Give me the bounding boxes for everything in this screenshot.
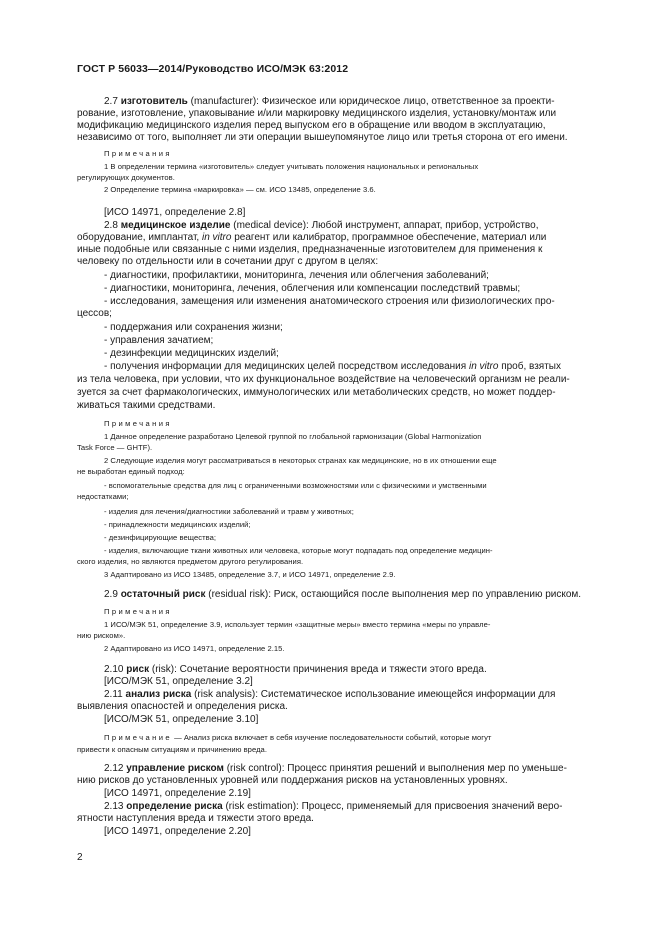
list-item: - диагностики, профилактики, мониторинга, лечения или облегчения заболеваний; <box>104 270 489 281</box>
notes-heading: Примечания <box>104 607 172 616</box>
s212-line-1 <box>104 763 567 775</box>
note-line: - вспомогательные средства для лиц с ограниченными возможностями или с физическими и умственными <box>104 481 487 490</box>
text-line: из тела человека, при условии, что их функциональное воздействие на человеческий организм не реали- <box>77 374 570 385</box>
note-line: 2 Следующие изделия могут рассматриваться в некоторых странах как медицинские, но в их отношении еще <box>104 456 497 465</box>
note-line: - дезинфицирующие вещества; <box>104 533 217 542</box>
notes-heading: Примечания <box>104 149 172 158</box>
term-number: 2.9 <box>104 589 118 600</box>
definition-text: (risk control): Процесс принятия решений и выполнения мер по уменьше- <box>226 763 567 774</box>
term: медицинское изделие <box>120 220 231 231</box>
s213-line-2: ятности наступления вреда и тяжести этого вреда. <box>77 813 314 824</box>
notes-heading: Примечания <box>104 419 172 428</box>
note-line: 2 Определение термина «маркировка» — см. ИСО 13485, определение 3.6. <box>104 185 376 194</box>
list-item-cont: цессов; <box>77 308 112 319</box>
s27-line-3: модификацию медицинского изделия перед выпуском его в обращение или вводом в эксплуатацию, <box>77 120 546 131</box>
s211-line-2: выявления опасностей и определения риска. <box>77 701 288 712</box>
s211-line-1 <box>104 689 555 701</box>
term-number: 2.7 <box>104 96 118 107</box>
note-line: ского изделия, но являются предметом другого регулирования. <box>77 557 304 566</box>
reference: [ИСО 14971, определение 2.20] <box>104 826 251 837</box>
s29-line-1 <box>104 589 581 601</box>
definition-text: (risk estimation): Процесс, применяемый для присвоения значений веро- <box>225 801 563 812</box>
note-line: 1 В определении термина «изготовитель» следует учитывать положения национальных и региональных <box>104 162 479 171</box>
note-heading: Примечание <box>104 733 172 742</box>
term-number: 2.11 <box>104 689 123 700</box>
note-line: 3 Адаптировано из ИСО 13485, определение 3.7, и ИСО 14971, определение 2.9. <box>104 570 396 579</box>
note-line: Task Force — GHTF). <box>77 443 153 452</box>
term-number: 2.8 <box>104 220 118 231</box>
s27-line-2: рование, изготовление, упаковывание и/или маркировку медицинского изделия, установку/монтаж или <box>77 108 557 119</box>
term: управление риском <box>126 763 224 774</box>
reference: [ИСО 14971, определение 2.19] <box>104 788 251 799</box>
definition-text: (manufacturer): Физическое или юридическое лицо, ответственное за проекти- <box>190 96 555 107</box>
reference: [ИСО/МЭК 51, определение 3.2] <box>104 676 253 687</box>
definition-text: (risk): Сочетание вероятности причинения вреда и тяжести этого вреда. <box>151 664 487 675</box>
definition-text: (residual risk): Риск, остающийся после выполнения мер по управлению риском. <box>208 589 582 600</box>
list-item: - исследования, замещения или изменения анатомического строения или физиологических про- <box>104 296 555 307</box>
s27-line-1 <box>104 96 555 108</box>
note-line: - принадлежности медицинских изделий; <box>104 520 251 529</box>
page-header: ГОСТ Р 56033—2014/Руководство ИСО/МЭК 63:2012 <box>77 63 349 75</box>
reference: [ИСО/МЭК 51, определение 3.10] <box>104 714 259 725</box>
note-line: - изделия, включающие ткани животных или человека, которые могут подпадать под определение медицин- <box>104 546 493 555</box>
note-line: привести к опасным ситуациям и причинению вреда. <box>77 745 267 754</box>
definition-text: (risk analysis): Систематическое использование имеющейся информации для <box>194 689 556 700</box>
s213-line-1 <box>104 801 563 813</box>
list-item: - диагностики, мониторинга, лечения, облегчения или компенсации последствий травмы; <box>104 283 521 294</box>
s210-line-1 <box>104 664 487 676</box>
text-line: живаться такими средствами. <box>77 400 216 411</box>
note-line: нию риском». <box>77 631 126 640</box>
italic-text: in vitro <box>202 232 232 243</box>
list-item: - управления зачатием; <box>104 335 214 346</box>
list-item <box>104 361 561 373</box>
note-line: - изделия для лечения/диагностики заболеваний и травм у животных; <box>104 507 354 516</box>
italic-text: in vitro <box>468 361 499 372</box>
note-line: 1 ИСО/МЭК 51, определение 3.9, использует термин «защитные меры» вместо термина «меры по управле- <box>104 620 491 629</box>
term: риск <box>126 664 150 675</box>
note-line: не выработан единый подход: <box>77 467 185 476</box>
term: определение риска <box>126 801 223 812</box>
definition-text: (medical device): Любой инструмент, аппарат, прибор, устройство, <box>233 220 539 231</box>
s28-line-2 <box>77 232 546 244</box>
s27-line-4: независимо от того, выполняет ли эти операции вышеупомянутое лицо или третья сторона от его имени. <box>77 132 568 143</box>
term-number: 2.13 <box>104 801 124 812</box>
s28-line-3: иные подобные или связанные с ними изделия, предназначенные изготовителем для применения к <box>77 244 543 255</box>
text: оборудование, имплантат, <box>77 232 200 243</box>
note-line: 2 Адаптировано из ИСО 14971, определение 2.15. <box>104 644 285 653</box>
s28-line-4: человеку по отдельности или в сочетании друг с другом в целях: <box>77 256 379 267</box>
note-line: недостатками; <box>77 492 129 501</box>
term-number: 2.12 <box>104 763 124 774</box>
s28-line-1 <box>104 220 538 232</box>
term: анализ риска <box>125 689 192 700</box>
page-number: 2 <box>77 852 83 863</box>
text: проб, взятых <box>501 361 561 372</box>
note-text: — Анализ риска включает в себя изучение последовательности событий, которые могут <box>174 733 492 742</box>
term-number: 2.10 <box>104 664 124 675</box>
term: остаточный риск <box>120 589 206 600</box>
s212-line-2: нию рисков до установленных уровней или поддержания рисков на установленных уровнях. <box>77 775 508 786</box>
list-item: - дезинфекции медицинских изделий; <box>104 348 279 359</box>
text-line: зуется за счет фармакологических, иммунологических или метаболических средств, но может поддер- <box>77 387 556 398</box>
list-item: - поддержания или сохранения жизни; <box>104 322 283 333</box>
text: реагент или калибратор, программное обеспечение, материал или <box>234 232 547 243</box>
note-line: 1 Данное определение разработано Целевой группой по глобальной гармонизации (Global Harmonization <box>104 432 482 441</box>
reference: [ИСО 14971, определение 2.8] <box>104 207 246 218</box>
note-line: регулирующих документов. <box>77 173 175 182</box>
term: изготовитель <box>120 96 188 107</box>
text: - получения информации для медицинских целей посредством исследования <box>104 361 467 372</box>
note-line <box>104 733 491 743</box>
